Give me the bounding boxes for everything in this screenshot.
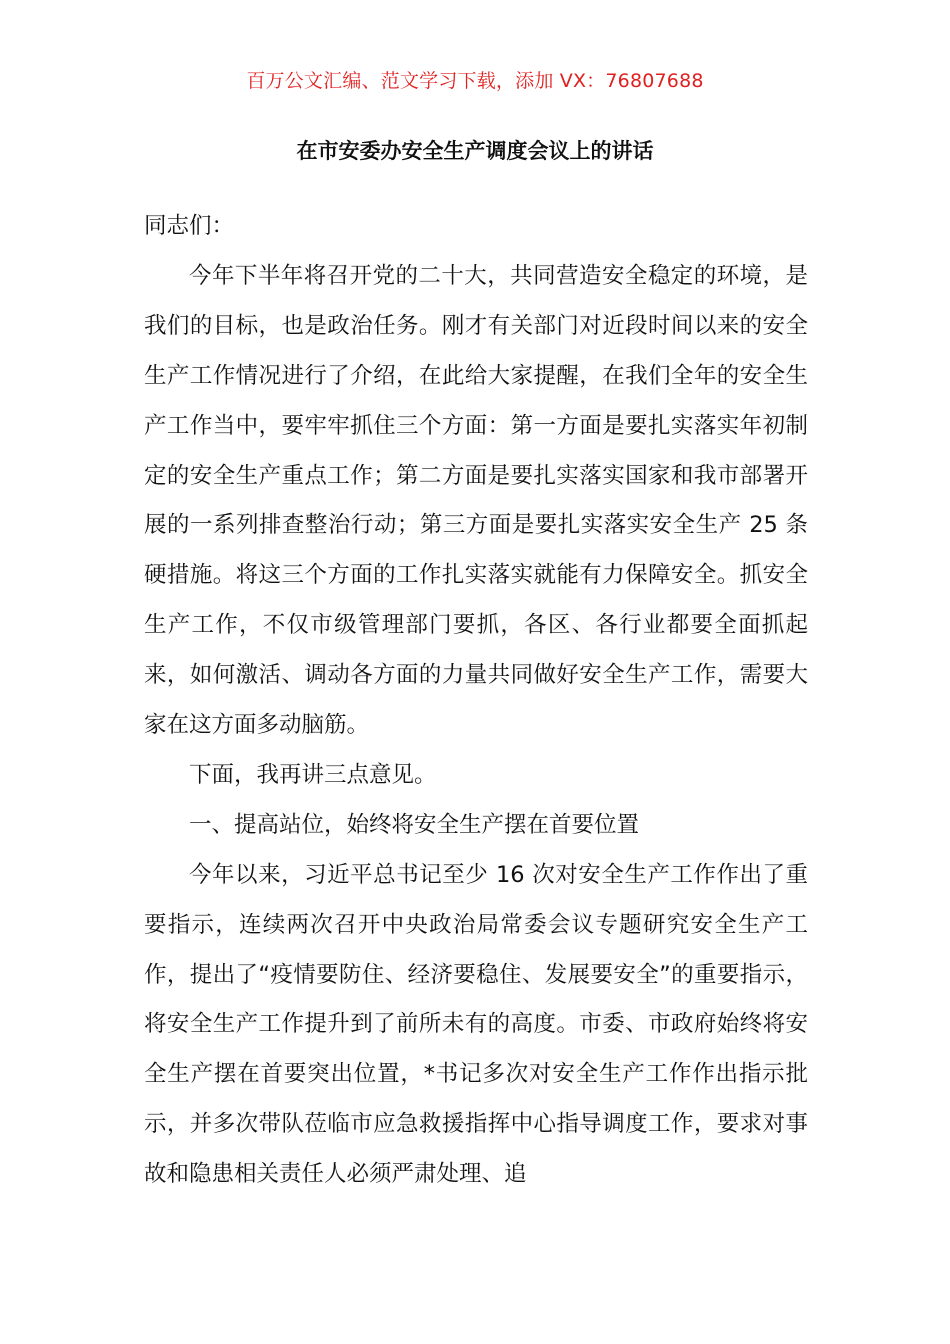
document-title: 在市安委办安全生产调度会议上的讲话 — [296, 139, 654, 163]
section-heading-1: 一、提高站位，始终将安全生产摆在首要位置 — [189, 811, 640, 838]
header-contact-note: 百万公文汇编、范文学习下载，添加 VX：76807688 — [246, 70, 704, 92]
salutation: 同志们： — [144, 213, 235, 239]
document-body — [144, 202, 808, 1200]
paragraph-section-1: 今年以来，习近平总书记至少 16 次对安全生产工作作出了重要指示，连续两次召开中央政治局常委会议专题研究安全生产工作，提出了“疫情要防住、经济要稳住、发展要安全”的重要指示，将安全生产工作提升到了前所未有的高度。市委、市政府始终将安全生产摆在首要突出位置，*书记多次对安全生产工作作出指示批示，并多次带队莅临市应急救援指挥中心指导调度工作，要求对事故和隐患相关责任人必须严肃处理、追 — [144, 861, 808, 1188]
paragraph-intro: 今年下半年将召开党的二十大，共同营造安全稳定的环境，是我们的目标，也是政治任务。刚才有关部门对近段时间以来的安全生产工作情况进行了介绍，在此给大家提醒，在我们全年的安全生产工作当中，要牢牢抓住三个方面：第一方面是要扎实落实年初制定的安全生产重点工作；第二方面是要扎实落实国家和我市部署开展的一系列排查整治行动；第三方面是要扎实落实安全生产 25 条硬措施。将这三个方面的工作扎实落实就能有力保障安全。抓安全生产工作，不仅市级管理部门要抓，各区、各行业都要全面抓起来，如何激活、调动各方面的力量共同做好安全生产工作，需要大家在这方面多动脑筋。 — [144, 262, 808, 739]
paragraph-transition: 下面，我再讲三点意见。 — [189, 761, 437, 788]
